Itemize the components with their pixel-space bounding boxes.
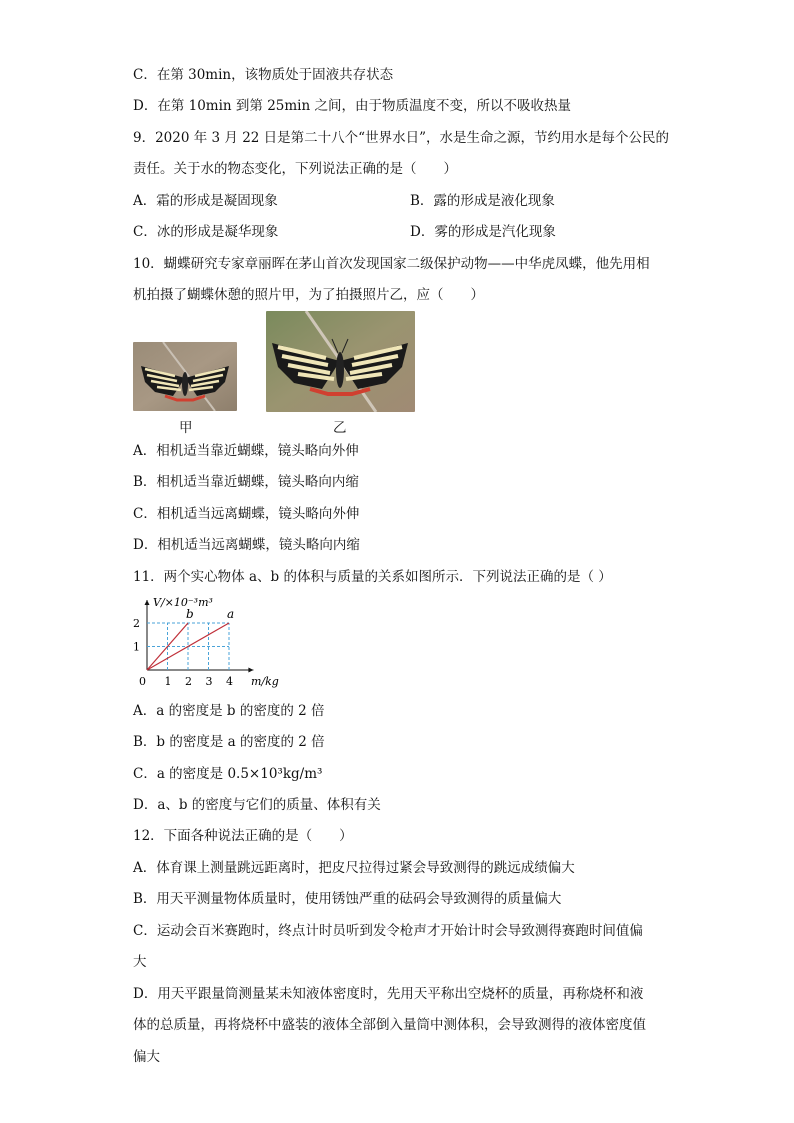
q11-option-d: D．a、b 的密度与它们的质量、体积有关 [133, 797, 381, 813]
q9-stem-line2: 责任。关于水的物态变化，下列说法正确的是（ ） [133, 161, 457, 177]
series-label-a: a [227, 607, 235, 621]
q10-option-d: D．相机适当远离蝴蝶，镜头略向内缩 [133, 537, 360, 553]
q11-stem: 11．两个实心物体 a、b 的体积与质量的关系如图所示．下列说法正确的是（ ） [133, 569, 612, 585]
q12-option-c-line2: 大 [133, 954, 147, 970]
q11-option-b: B．b 的密度是 a 的密度的 2 倍 [133, 734, 325, 750]
q12-stem: 12．下面各种说法正确的是（ ） [133, 828, 353, 844]
q12-option-b: B．用天平测量物体质量时，使用锈蚀严重的砝码会导致测得的质量偏大 [133, 891, 562, 907]
origin-label: 0 [139, 675, 146, 688]
q8-option-d: D．在第 10min 到第 25min 之间，由于物质温度不变，所以不吸收热量 [133, 98, 571, 114]
q12-option-d-line1: D．用天平跟量筒测量某未知液体密度时，先用天平称出空烧杯的质量，再称烧杯和液 [133, 986, 644, 1002]
x-tick-label-3: 3 [205, 675, 213, 688]
q9-option-d: D．雾的形成是汽化现象 [410, 224, 556, 240]
q9-option-a: A．霜的形成是凝固现象 [133, 193, 278, 209]
q8-option-c: C．在第 30min，该物质处于固液共存状态 [133, 67, 394, 83]
q10-stem-line2: 机拍摄了蝴蝶休憩的照片甲，为了拍摄照片乙，应（ ） [133, 287, 484, 303]
y-tick-label-2: 2 [133, 617, 140, 630]
q10-option-a: A．相机适当靠近蝴蝶，镜头略向外伸 [133, 443, 359, 459]
q10-option-b: B．相机适当靠近蝴蝶，镜头略向内缩 [133, 474, 359, 490]
butterfly-photo-yi [266, 311, 415, 412]
q9-option-b: B．露的形成是液化现象 [410, 193, 555, 209]
q12-option-a: A．体育课上测量跳远距离时，把皮尺拉得过紧会导致测得的跳远成绩偏大 [133, 860, 575, 876]
q12-option-d-line2: 体的总质量，再将烧杯中盛装的液体全部倒入量筒中测体积，会导致测得的液体密度值 [133, 1017, 646, 1033]
q12-option-c-line1: C．运动会百米赛跑时，终点计时员听到发令枪声才开始计时会导致测得赛跑时间值偏 [133, 923, 643, 939]
volume-mass-chart [133, 592, 283, 692]
q10-option-c: C．相机适当远离蝴蝶，镜头略向外伸 [133, 506, 360, 522]
x-tick-label-1: 1 [164, 675, 172, 688]
y-axis-label: V/×10⁻³m³ [153, 596, 213, 609]
q12-option-d-line3: 偏大 [133, 1049, 160, 1065]
x-axis-arrow [248, 668, 253, 673]
caption-jia: 甲 [179, 420, 193, 436]
x-tick-label-2: 2 [185, 675, 192, 688]
caption-yi: 乙 [333, 420, 347, 436]
x-tick-label-4: 4 [226, 675, 233, 688]
q9-stem-line1: 9．2020 年 3 月 22 日是第二十八个“世界水日”，水是生命之源，节约用水是每个公民的 [133, 130, 669, 146]
x-axis-label: m/kg [251, 675, 279, 688]
q9-option-c: C．冰的形成是凝华现象 [133, 224, 279, 240]
y-axis-arrow [145, 600, 150, 605]
y-tick-label-1: 1 [133, 640, 140, 654]
q11-option-c: C．a 的密度是 0.5×10³kg/m³ [133, 766, 323, 782]
butterfly-photo-jia [133, 342, 237, 411]
q11-option-a: A．a 的密度是 b 的密度的 2 倍 [133, 703, 325, 719]
q10-stem-line1: 10．蝴蝶研究专家章丽晖在茅山首次发现国家二级保护动物——中华虎凤蝶，他先用相 [133, 256, 650, 272]
series-label-b: b [186, 607, 194, 621]
